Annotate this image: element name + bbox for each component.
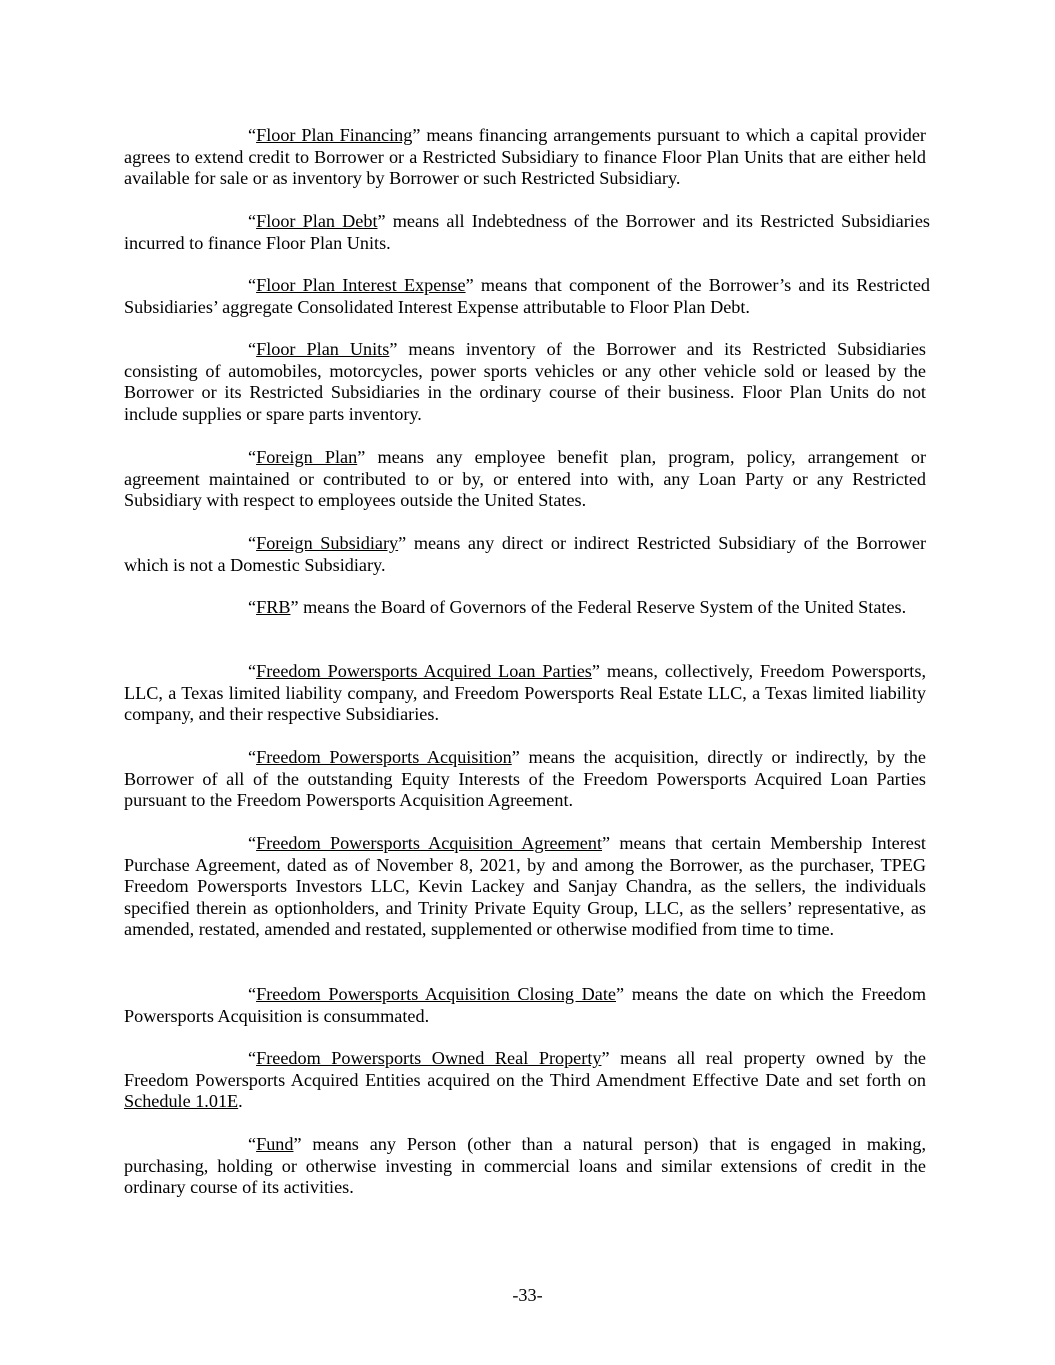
definition-text: ” means all real property owned by the Freedom Powersports Acquired Entities acquired on the Third Amendment Effective Date and set forth on bbox=[124, 1048, 926, 1090]
defined-term: Freedom Powersports Acquisition bbox=[256, 747, 512, 767]
definition-text: ” means, collectively, Freedom Powersports, LLC, a Texas limited liability company, and Freedom Powersports Real Estate LLC, a Texas limited liability company, and their respective Subsidiaries. bbox=[124, 661, 926, 725]
definition-paragraph: “Foreign Subsidiary” means any direct or indirect Restricted Subsidiary of the Borrower which is not a Domestic Subsidiary. bbox=[124, 533, 927, 575]
defined-term: Floor Plan Financing bbox=[256, 125, 413, 145]
definition-text: ” means the date on which the Freedom Powersports Acquisition is consummated. bbox=[124, 984, 926, 1026]
definition-text-tail: . bbox=[238, 1091, 243, 1112]
definition-text: ” means any direct or indirect Restricted Subsidiary of the Borrower which is not a Domestic Subsidiary. bbox=[124, 533, 927, 575]
defined-term: Freedom Powersports Owned Real Property bbox=[256, 1048, 602, 1068]
defined-term: Foreign Subsidiary bbox=[256, 533, 399, 553]
definition-paragraph: “FRB” means the Board of Governors of the Federal Reserve System of the United States. bbox=[248, 597, 907, 617]
defined-term: Freedom Powersports Acquired Loan Parties bbox=[256, 661, 592, 681]
definition-text: ” means any employee benefit plan, program, policy, arrangement or agreement maintained or contributed to or by, or entered into with, any Loan Party or any Restricted Subsidiary with respect to employees outside the United States. bbox=[124, 447, 927, 511]
definition-text: ” means financing arrangements pursuant to which a capital provider agrees to extend credit to Borrower or a Restricted Subsidiary to finance Floor Plan Units that are either held available for sale or as inventory by Borrower or such Restricted Subsidiary. bbox=[124, 125, 926, 189]
page-number: -33- bbox=[512, 1285, 543, 1305]
defined-term: Floor Plan Debt bbox=[256, 211, 378, 231]
definition-text: ” means inventory of the Borrower and its Restricted Subsidiaries consisting of automobiles, motorcycles, power sports vehicles or any other vehicle sold or leased by the Borrower or its Restricted Subsidiaries in the ordinary course of their business. Floor Plan Units do not include supplies or spare parts inventory. bbox=[124, 339, 926, 424]
defined-term: Freedom Powersports Acquisition Agreement bbox=[256, 833, 603, 853]
definition-paragraph: “Foreign Plan” means any employee benefit plan, program, policy, arrangement or agreement maintained or contributed to or by, or entered into with, any Loan Party or any Restricted Subsidiary with respect to employees outside the United States. bbox=[124, 447, 927, 511]
definition-paragraph: “Floor Plan Interest Expense” means that component of the Borrower’s and its Restricted Subsidiaries’ aggregate Consolidated Interest Expense attributable to Floor Plan Debt. bbox=[124, 275, 930, 317]
definition-text: ” means the Board of Governors of the Federal Reserve System of the United States. bbox=[290, 597, 907, 617]
defined-term: Floor Plan Units bbox=[256, 339, 390, 359]
definition-text: ” means any Person (other than a natural person) that is engaged in making, purchasing, holding or otherwise investing in commercial loans and similar extensions of credit in the ordinary course of its activities. bbox=[124, 1134, 926, 1198]
definition-text: ” means that certain Membership Interest Purchase Agreement, dated as of November 8, 2021, by and among the Borrower, as the purchaser, TPEG Freedom Powersports Investors LLC, Kevin Lackey and Sanjay Chandra, as the sellers, the individuals specified therein as optionholders, and Trinity Private Equity Group, LLC, as the sellers’ representative, as amended, restated, amended and restated, supplemented or otherwise modified from time to time. bbox=[124, 833, 926, 940]
defined-term: Fund bbox=[256, 1134, 294, 1154]
defined-term: Foreign Plan bbox=[256, 447, 358, 467]
definition-paragraph: “Freedom Powersports Acquisition” means the acquisition, directly or indirectly, by the Borrower of all of the outstanding Equity Interests of the Freedom Powersports Acquired Loan Parties pursuant to the Freedom Powersports Acquisition Agreement. bbox=[124, 747, 926, 811]
definition-text: ” means that component of the Borrower’s and its Restricted Subsidiaries’ aggregate Consolidated Interest Expense attributable to Floor Plan Debt. bbox=[124, 275, 930, 317]
definition-paragraph: “Freedom Powersports Owned Real Property” means all real property owned by the Freedom Powersports Acquired Entities acquired on the Third Amendment Effective Date and set forth on Schedule 1.01E. bbox=[124, 1048, 926, 1112]
definition-paragraph: “Fund” means any Person (other than a natural person) that is engaged in making, purchasing, holding or otherwise investing in commercial loans and similar extensions of credit in the ordinary course of its activities. bbox=[124, 1134, 926, 1198]
defined-term: Floor Plan Interest Expense bbox=[256, 275, 466, 295]
definition-paragraph: “Floor Plan Debt” means all Indebtedness of the Borrower and its Restricted Subsidiaries incurred to finance Floor Plan Units. bbox=[124, 211, 930, 253]
definition-text: ” means all Indebtedness of the Borrower and its Restricted Subsidiaries incurred to finance Floor Plan Units. bbox=[124, 211, 930, 253]
defined-term: Freedom Powersports Acquisition Closing Date bbox=[256, 984, 616, 1004]
definition-paragraph: “Freedom Powersports Acquisition Closing Date” means the date on which the Freedom Powersports Acquisition is consummated. bbox=[124, 984, 926, 1026]
defined-term: FRB bbox=[256, 597, 291, 617]
definition-paragraph: “Floor Plan Financing” means financing arrangements pursuant to which a capital provider agrees to extend credit to Borrower or a Restricted Subsidiary to finance Floor Plan Units that are either held available for sale or as inventory by Borrower or such Restricted Subsidiary. bbox=[124, 125, 926, 189]
definition-paragraph: “Freedom Powersports Acquisition Agreement” means that certain Membership Interest Purchase Agreement, dated as of November 8, 2021, by and among the Borrower, as the purchaser, TPEG Freedom Powersports Investors LLC, Kevin Lackey and Sanjay Chandra, as the sellers, the individuals specified therein as optionholders, and Trinity Private Equity Group, LLC, as the sellers’ representative, as amended, restated, amended and restated, supplemented or otherwise modified from time to time. bbox=[124, 833, 926, 940]
definition-text: ” means the acquisition, directly or indirectly, by the Borrower of all of the outstanding Equity Interests of the Freedom Powersports Acquired Loan Parties pursuant to the Freedom Powersports Acquisition Agreement. bbox=[124, 747, 926, 811]
definition-paragraph: “Freedom Powersports Acquired Loan Parties” means, collectively, Freedom Powersports, LLC, a Texas limited liability company, and Freedom Powersports Real Estate LLC, a Texas limited liability company, and their respective Subsidiaries. bbox=[124, 661, 926, 725]
definition-paragraph: “Floor Plan Units” means inventory of the Borrower and its Restricted Subsidiaries consisting of automobiles, motorcycles, power sports vehicles or any other vehicle sold or leased by the Borrower or its Restricted Subsidiaries in the ordinary course of their business. Floor Plan Units do not include supplies or spare parts inventory. bbox=[124, 339, 926, 424]
schedule-reference: Schedule 1.01E bbox=[124, 1091, 239, 1112]
